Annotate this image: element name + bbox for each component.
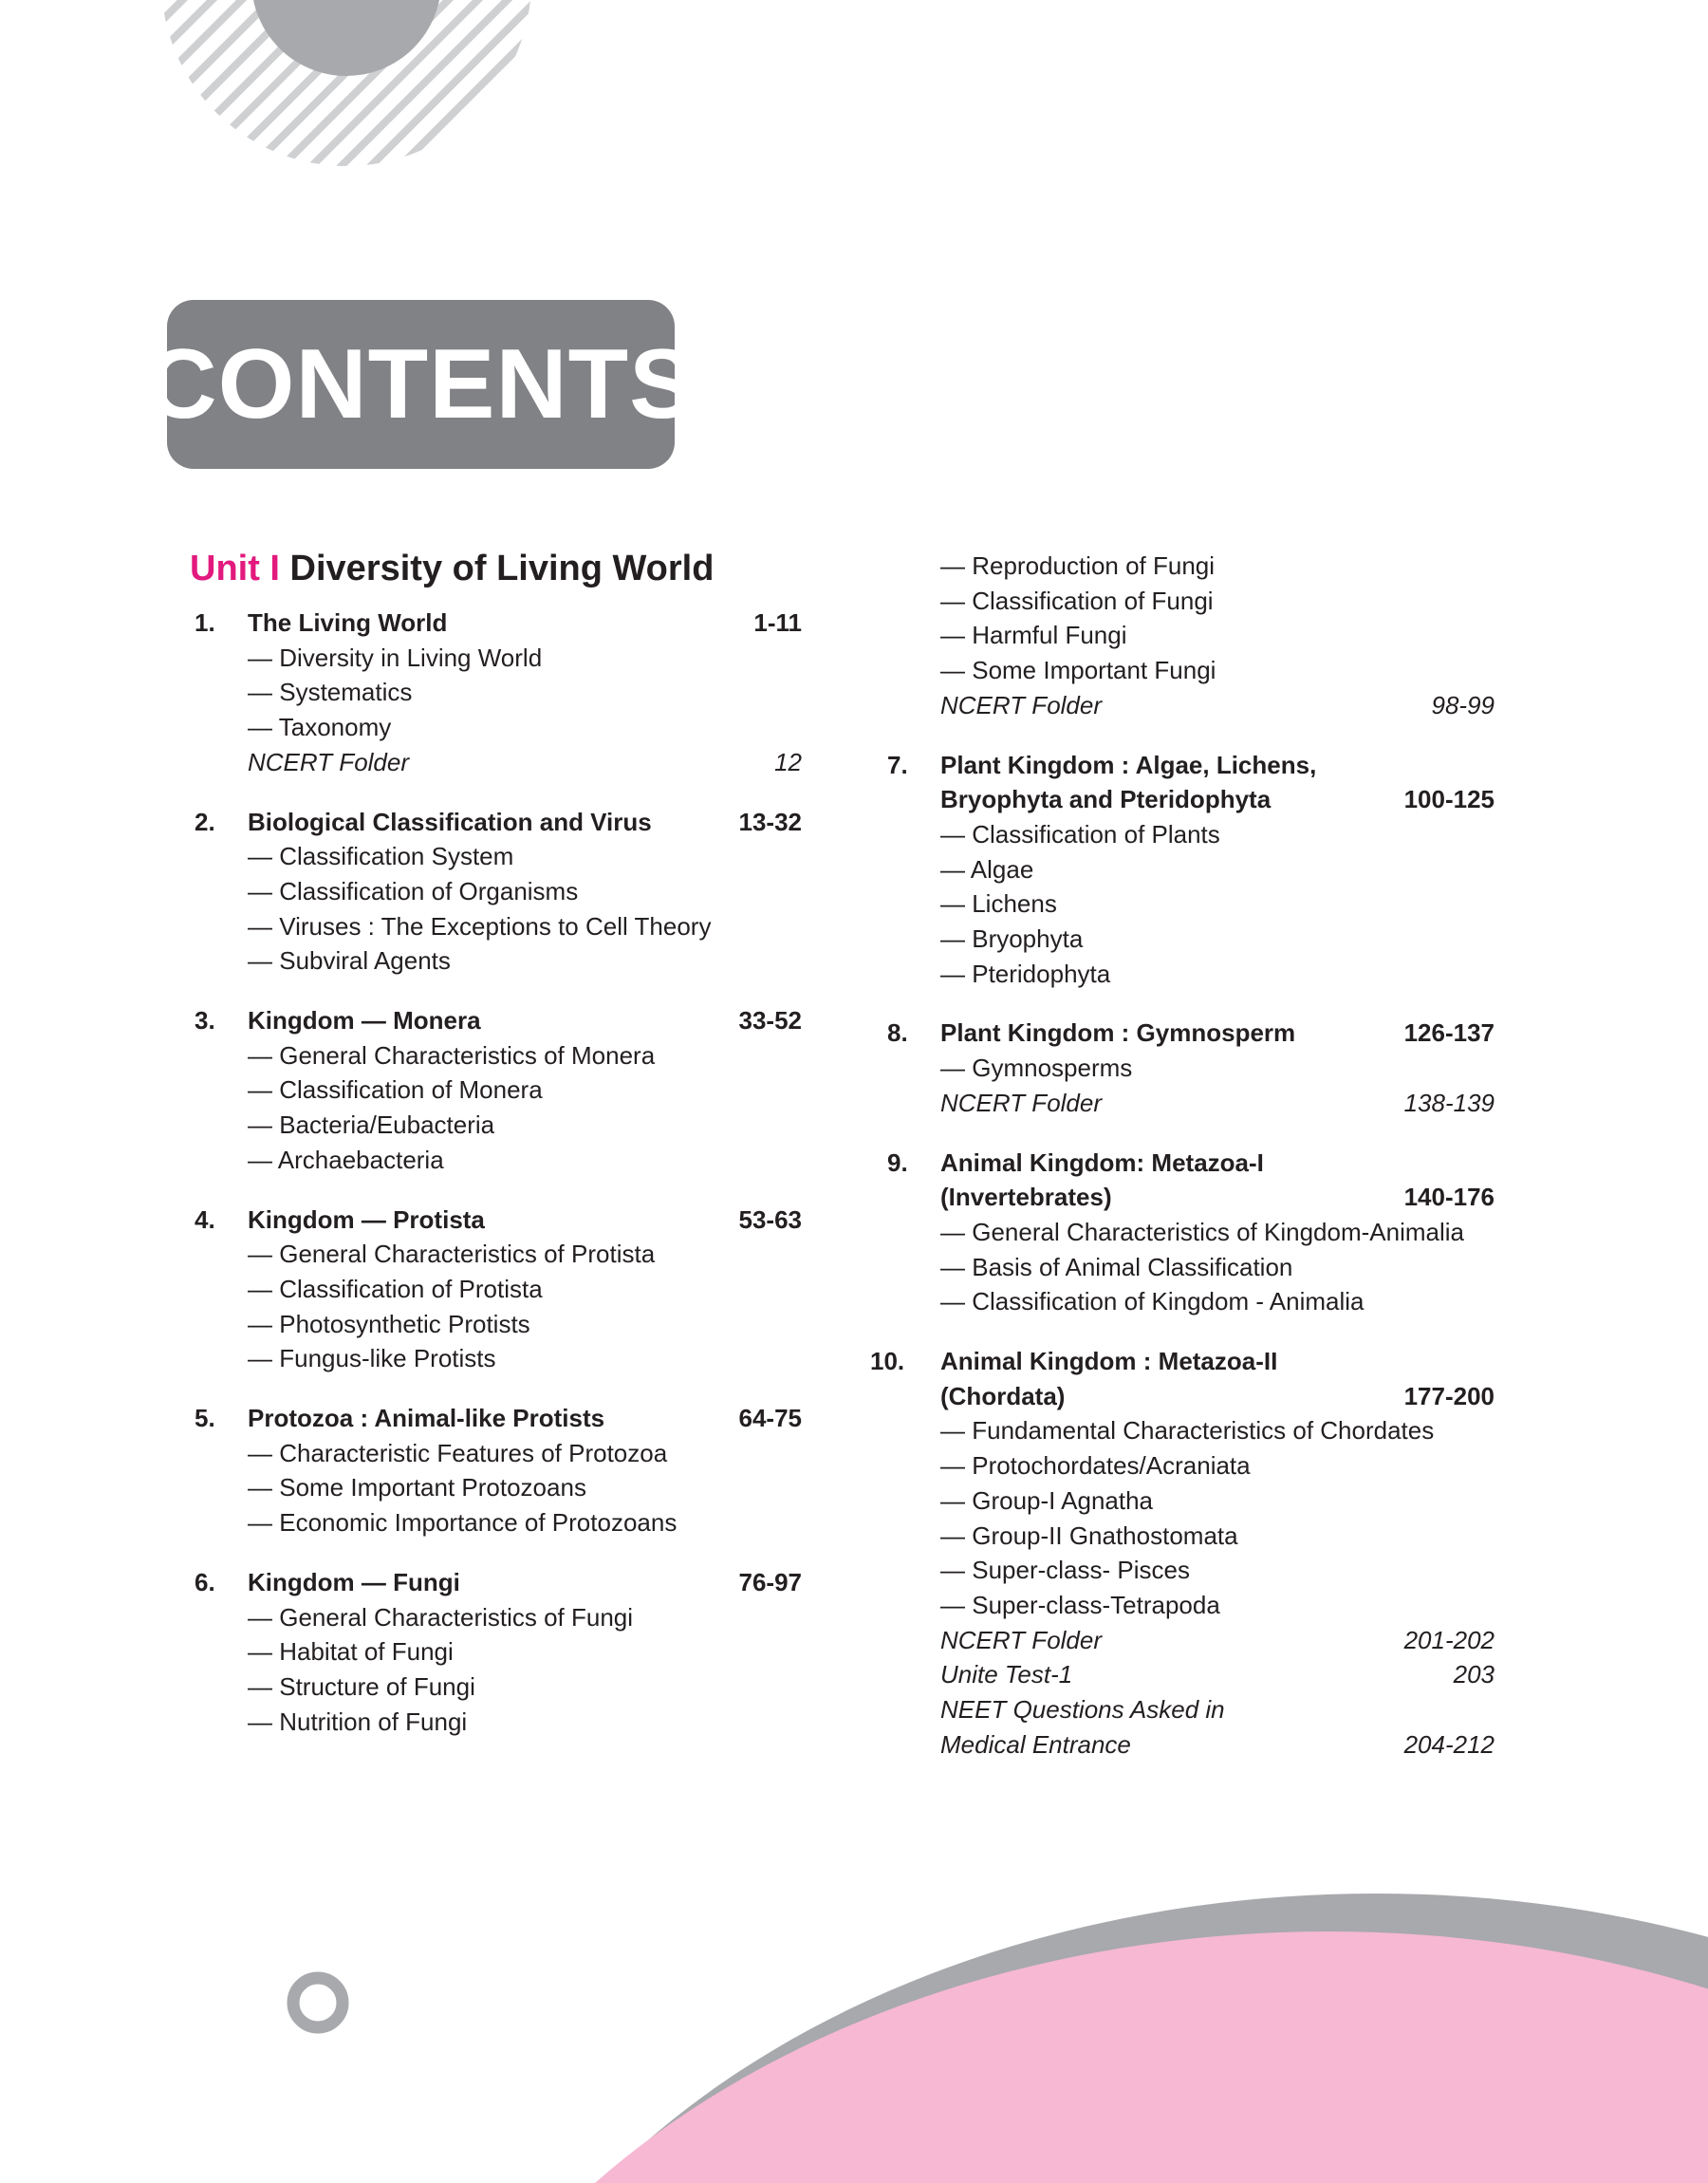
- chapter-8: [887, 1016, 1494, 1120]
- chapter-title: Kingdom — Protista: [248, 1204, 485, 1234]
- unit-test-row[interactable]: [887, 1657, 1494, 1692]
- topic-item: — Subviral Agents: [248, 946, 451, 976]
- topic-item: — Protochordates/Acraniata: [940, 1451, 1251, 1481]
- chapter-pages: 33-52: [738, 1006, 802, 1036]
- chapter-title: Kingdom — Monera: [248, 1006, 481, 1036]
- ncert-folder-row[interactable]: [887, 1086, 1494, 1121]
- unit-heading: [190, 549, 714, 589]
- chapter-title-row-2[interactable]: [887, 782, 1494, 817]
- topic-item: — Economic Importance of Protozoans: [248, 1508, 678, 1538]
- neet-row-line-1[interactable]: [887, 1692, 1494, 1727]
- topic-item: — Classification of Kingdom - Animalia: [940, 1287, 1365, 1316]
- topic-item: — Algae: [940, 854, 1034, 884]
- chapter-number: 10.: [870, 1347, 905, 1376]
- ncert-folder-row[interactable]: [887, 688, 1494, 723]
- topic-item: — Super-class-Tetrapoda: [940, 1590, 1220, 1619]
- topic-item: — Nutrition of Fungi: [248, 1707, 468, 1736]
- topic-item: — Harmful Fungi: [940, 621, 1127, 650]
- topic-item: — Archaebacteria: [248, 1145, 444, 1174]
- topic-item: — Group-I Agnatha: [940, 1485, 1154, 1515]
- folder-label: NCERT Folder: [940, 690, 1103, 719]
- toc-right-column: [870, 549, 1494, 1787]
- topic-item: — Photosynthetic Protists: [248, 1309, 530, 1338]
- chapter-pages: 13-32: [738, 807, 802, 836]
- chapter-pages: 177-200: [1403, 1381, 1494, 1410]
- topic-item: — Taxonomy: [248, 713, 392, 742]
- chapter-title-row[interactable]: [887, 748, 1494, 783]
- chapter-title: Protozoa : Animal-like Protists: [248, 1404, 605, 1433]
- chapter-title-row[interactable]: [195, 805, 802, 840]
- chapter-title-row[interactable]: [195, 1003, 802, 1038]
- folder-label: NCERT Folder: [940, 1088, 1103, 1117]
- topic-item: — Group-II Gnathostomata: [940, 1521, 1238, 1550]
- chapter-number: 9.: [887, 1147, 908, 1177]
- chapter-title: Plant Kingdom : Gymnosperm: [940, 1018, 1296, 1048]
- folder-label: NCERT Folder: [248, 747, 410, 776]
- topic-item: — Bacteria/Eubacteria: [248, 1110, 495, 1140]
- chapter-5: [195, 1401, 802, 1540]
- chapter-4: [195, 1203, 802, 1377]
- topic-item: — Classification of Fungi: [940, 586, 1214, 615]
- chapter-title: Biological Classification and Virus: [248, 807, 652, 836]
- ring-decoration: [293, 1978, 343, 2027]
- ncert-folder-row[interactable]: [887, 1623, 1494, 1658]
- topic-item: — Pteridophyta: [940, 959, 1111, 988]
- chapter-pages: 1-11: [753, 608, 802, 637]
- ncert-folder-row[interactable]: [195, 745, 802, 780]
- chapter-title-line-2: (Invertebrates): [940, 1183, 1112, 1212]
- folder-label: NCERT Folder: [940, 1625, 1103, 1654]
- chapter-9: [887, 1146, 1494, 1320]
- unit-label: Unit I: [190, 549, 280, 588]
- chapter-number: 1.: [195, 608, 215, 637]
- chapter-pages: 64-75: [738, 1404, 802, 1433]
- pink-arc-decoration: [380, 1931, 1708, 2183]
- toc-left-column: [195, 606, 802, 1763]
- chapter-pages: 76-97: [738, 1567, 802, 1596]
- chapter-number: 2.: [195, 807, 215, 836]
- folder-pages: 12: [774, 747, 802, 776]
- topic-item: — Gymnosperms: [940, 1054, 1133, 1083]
- chapter-title-row[interactable]: [887, 1016, 1494, 1051]
- topic-item: — Fundamental Characteristics of Chordates: [940, 1416, 1435, 1446]
- chapter-title: The Living World: [248, 608, 448, 637]
- chapter-2: [195, 805, 802, 980]
- topic-item: — Habitat of Fungi: [248, 1637, 454, 1667]
- topic-item: — Diversity in Living World: [248, 643, 543, 672]
- topic-item: — General Characteristics of Protista: [248, 1240, 656, 1269]
- chapter-title-line-2: Bryophyta and Pteridophyta: [940, 785, 1272, 814]
- topic-item: — Super-class- Pisces: [940, 1556, 1190, 1585]
- unit-test-label: Unite Test-1: [940, 1660, 1073, 1689]
- chapter-1: [195, 606, 802, 780]
- topic-item: — Structure of Fungi: [248, 1671, 475, 1701]
- topic-item: — Classification of Protista: [248, 1274, 543, 1303]
- neet-pages: 204-212: [1403, 1729, 1494, 1759]
- topic-item: — General Characteristics of Kingdom-Animalia: [940, 1217, 1464, 1246]
- chapter-7: [887, 748, 1494, 992]
- chapter-title-row-2[interactable]: [887, 1180, 1494, 1215]
- chapter-title-row[interactable]: [887, 1146, 1494, 1181]
- topic-item: — Classification System: [248, 842, 514, 871]
- chapter-title-line-1: Plant Kingdom : Algae, Lichens,: [940, 750, 1317, 779]
- chapter-title-row[interactable]: [195, 606, 802, 641]
- topic-item: — Characteristic Features of Protozoa: [248, 1438, 668, 1467]
- folder-pages: 201-202: [1403, 1625, 1494, 1654]
- chapter-title-line-1: Animal Kingdom: Metazoa-I: [940, 1147, 1264, 1177]
- chapter-6: [195, 1565, 802, 1740]
- folder-pages: 138-139: [1403, 1088, 1494, 1117]
- neet-label-line-2: Medical Entrance: [940, 1729, 1131, 1759]
- chapter-title-row[interactable]: [195, 1401, 802, 1436]
- topic-item: — Classification of Plants: [940, 819, 1220, 849]
- topic-item: — Some Important Protozoans: [248, 1473, 586, 1502]
- topic-item: — Classification of Monera: [248, 1075, 543, 1105]
- topic-item: — Lichens: [940, 889, 1057, 919]
- topic-item: — General Characteristics of Monera: [248, 1040, 656, 1070]
- chapter-title-row[interactable]: [195, 1203, 802, 1238]
- topic-item: — General Characteristics of Fungi: [248, 1602, 634, 1632]
- chapter-number: 3.: [195, 1006, 215, 1036]
- neet-label-line-1: NEET Questions Asked in: [940, 1695, 1225, 1725]
- contents-title-box: [145, 300, 696, 469]
- chapter-pages: 100-125: [1403, 785, 1494, 814]
- topic-item: — Fungus-like Protists: [248, 1344, 496, 1373]
- topic-item: — Bryophyta: [940, 924, 1084, 954]
- topic-item: — Viruses : The Exceptions to Cell Theory: [248, 911, 712, 941]
- chapter-pages: 126-137: [1403, 1018, 1494, 1048]
- chapter-pages: 53-63: [738, 1204, 802, 1234]
- neet-row-line-2[interactable]: [887, 1727, 1494, 1763]
- unit-title: Diversity of Living World: [289, 549, 715, 588]
- chapter-title-line-1: Animal Kingdom : Metazoa-II: [940, 1347, 1278, 1376]
- topic-item: — Basis of Animal Classification: [940, 1252, 1293, 1281]
- chapter-title-row[interactable]: [195, 1565, 802, 1600]
- chapter-number: 4.: [195, 1204, 215, 1234]
- chapter-10: [870, 1344, 1494, 1762]
- chapter-title-row-2[interactable]: [887, 1379, 1494, 1414]
- folder-pages: 98-99: [1431, 690, 1494, 719]
- chapter-number: 6.: [195, 1567, 215, 1596]
- chapter-number: 5.: [195, 1404, 215, 1433]
- page-title: CONTENTS: [145, 329, 696, 439]
- topic-item: — Reproduction of Fungi: [940, 551, 1216, 580]
- chapter-6-continued: [887, 549, 1494, 723]
- hatched-circle-decoration: [161, 0, 531, 166]
- chapter-number: 7.: [887, 750, 908, 779]
- chapter-number: 8.: [887, 1018, 908, 1048]
- chapter-title: Kingdom — Fungi: [248, 1567, 460, 1596]
- topic-item: — Systematics: [248, 678, 413, 707]
- chapter-pages: 140-176: [1403, 1183, 1494, 1212]
- unit-test-pages: 203: [1453, 1660, 1494, 1689]
- chapter-title-row[interactable]: [870, 1344, 1494, 1379]
- chapter-title-line-2: (Chordata): [940, 1381, 1066, 1410]
- topic-item: — Classification of Organisms: [248, 876, 579, 905]
- chapter-3: [195, 1003, 802, 1178]
- topic-item: — Some Important Fungi: [940, 656, 1216, 685]
